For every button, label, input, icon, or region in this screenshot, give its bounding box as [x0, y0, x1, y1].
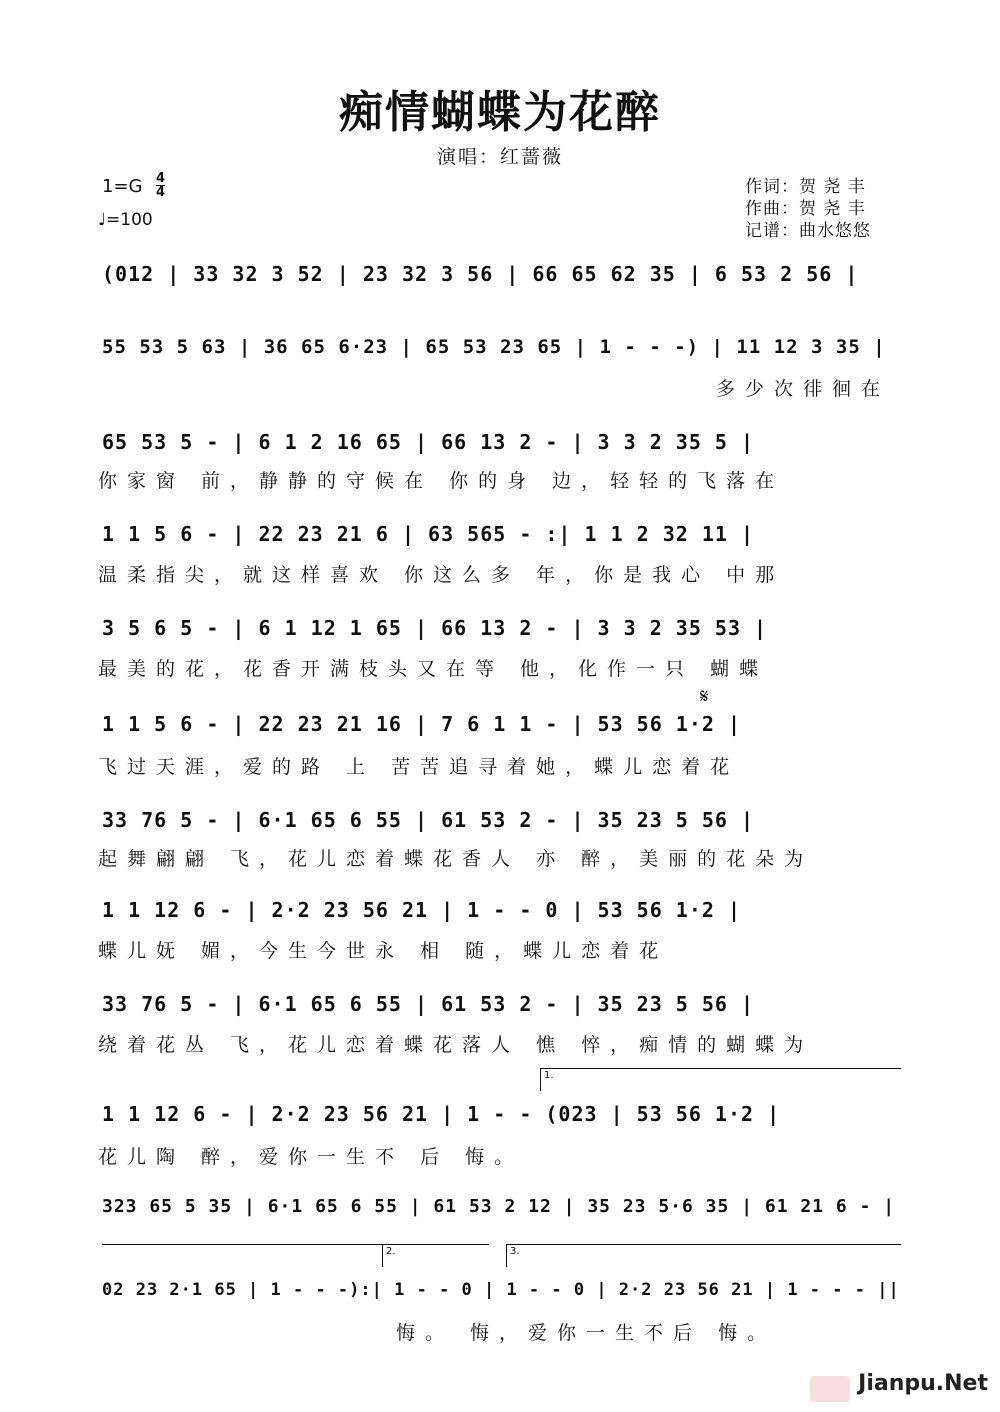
- lyricist-credit: 作词：贺 尧 丰: [745, 177, 866, 197]
- lyric-row-10: 花儿陶 醉，爱你一生不 后 悔。: [98, 1146, 524, 1168]
- lyric-row-3: 你家窗 前，静静的守候在 你的身 边，轻轻的飞落在: [98, 470, 785, 492]
- time-bottom: 4: [156, 185, 166, 200]
- score-row-7: [98, 802, 903, 836]
- notes-row-8: 1 1 12 6 - | 2·2 23 56 21 | 1 - - 0 | 53 56 1·2 |: [102, 898, 742, 922]
- notes-row-3: 65 53 5 - | 6 1 2 16 65 | 66 13 2 - | 3 3 2 35 5 |: [102, 430, 755, 454]
- segno-sign: 𝄋: [700, 684, 709, 708]
- score-row-1: [98, 256, 903, 290]
- key-signature: 1=G: [102, 176, 143, 197]
- notes-row-10: 1 1 12 6 - | 2·2 23 56 21 | 1 - - (023 | 53 56 1·2 |: [102, 1102, 781, 1126]
- notes-row-6: 1 1 5 6 - | 22 23 21 16 | 7 6 1 1 - | 53 56 1·2 |: [102, 712, 742, 736]
- score-row-2: [98, 330, 903, 364]
- notes-row-2: 55 53 5 63 | 36 65 6·23 | 65 53 23 65 | 1 - - -) | 11 12 3 35 |: [102, 336, 886, 358]
- volta-3: [506, 1244, 901, 1267]
- lyric-row-4: 温柔指尖，就这样喜欢 你这么多 年，你是我心 中那: [98, 564, 785, 586]
- singer-credit: 演唱：红蔷薇: [436, 146, 563, 168]
- composer-credit: 作曲：贺 尧 丰: [745, 199, 866, 219]
- lyric-row-9: 绕着花丛 飞，花儿恋着蝶花落人 憔 悴，痴情的蝴蝶为: [98, 1034, 814, 1056]
- notes-row-11: 323 65 5 35 | 6·1 65 6 55 | 61 53 2 12 | 35 23 5·6 35 | 61 21 6 - |: [102, 1196, 896, 1217]
- time-signature: [156, 172, 165, 199]
- notes-row-4: 1 1 5 6 - | 22 23 21 6 | 63 565 - :| 1 1 2 32 11 |: [102, 522, 755, 546]
- notes-row-12: 02 23 2·1 65 | 1 - - -):| 1 - - 0 | 1 - - 0 | 2·2 23 56 21 | 1 - - - ||: [102, 1280, 900, 1300]
- score-row-8: [98, 892, 903, 926]
- lyric-row-2: 多少次徘徊在: [716, 378, 891, 400]
- transcriber-credit: 记谱：曲水悠悠: [745, 221, 871, 241]
- score-row-10: [98, 1096, 903, 1130]
- score-row-6: [98, 706, 903, 740]
- time-top: 4: [156, 171, 166, 186]
- lyric-row-6: 飞过天涯，爱的路 上 苦苦追寻着她，蝶儿恋着花: [98, 756, 740, 778]
- notes-row-5: 3 5 6 5 - | 6 1 12 1 65 | 66 13 2 - | 3 3 2 35 53 |: [102, 616, 768, 640]
- lyric-row-8: 蝶儿妩 媚，今生今世永 相 随，蝶儿恋着花: [98, 940, 669, 962]
- volta-2-label: 2.: [386, 1246, 396, 1257]
- score-row-12: [98, 1274, 903, 1308]
- score-row-9: [98, 986, 903, 1020]
- notes-row-9: 33 76 5 - | 6·1 65 6 55 | 61 53 2 - | 35 23 5 56 |: [102, 992, 755, 1016]
- lyric-row-5: 最美的花，花香开满枝头又在等 他，化作一只 蝴蝶: [98, 658, 769, 680]
- volta-3-label: 3.: [510, 1246, 520, 1257]
- lyric-row-12: 悔。 悔，爱你一生不后 悔。: [396, 1322, 777, 1344]
- watermark-text: Jianpu.Net: [858, 1371, 988, 1396]
- song-title: 痴情蝴蝶为花醉: [339, 87, 661, 138]
- score-row-4: [98, 516, 903, 550]
- score-row-11: [98, 1190, 903, 1224]
- score-row-5: [98, 610, 903, 644]
- notes-row-1: (012 | 33 32 3 52 | 23 32 3 56 | 66 65 62 35 | 6 53 2 56 |: [102, 262, 859, 286]
- lyric-row-7: 起舞翩翩 飞，花儿恋着蝶花香人 亦 醉，美丽的花朵为: [98, 848, 814, 870]
- volta-1: [540, 1068, 901, 1091]
- notes-row-7: 33 76 5 - | 6·1 65 6 55 | 61 53 2 - | 35 23 5 56 |: [102, 808, 755, 832]
- volta-1-label: 1.: [544, 1070, 554, 1081]
- score-row-3: [98, 424, 903, 458]
- volta-2: [382, 1244, 489, 1267]
- watermark-logo: [810, 1376, 850, 1402]
- tempo-marking: ♩=100: [98, 210, 153, 230]
